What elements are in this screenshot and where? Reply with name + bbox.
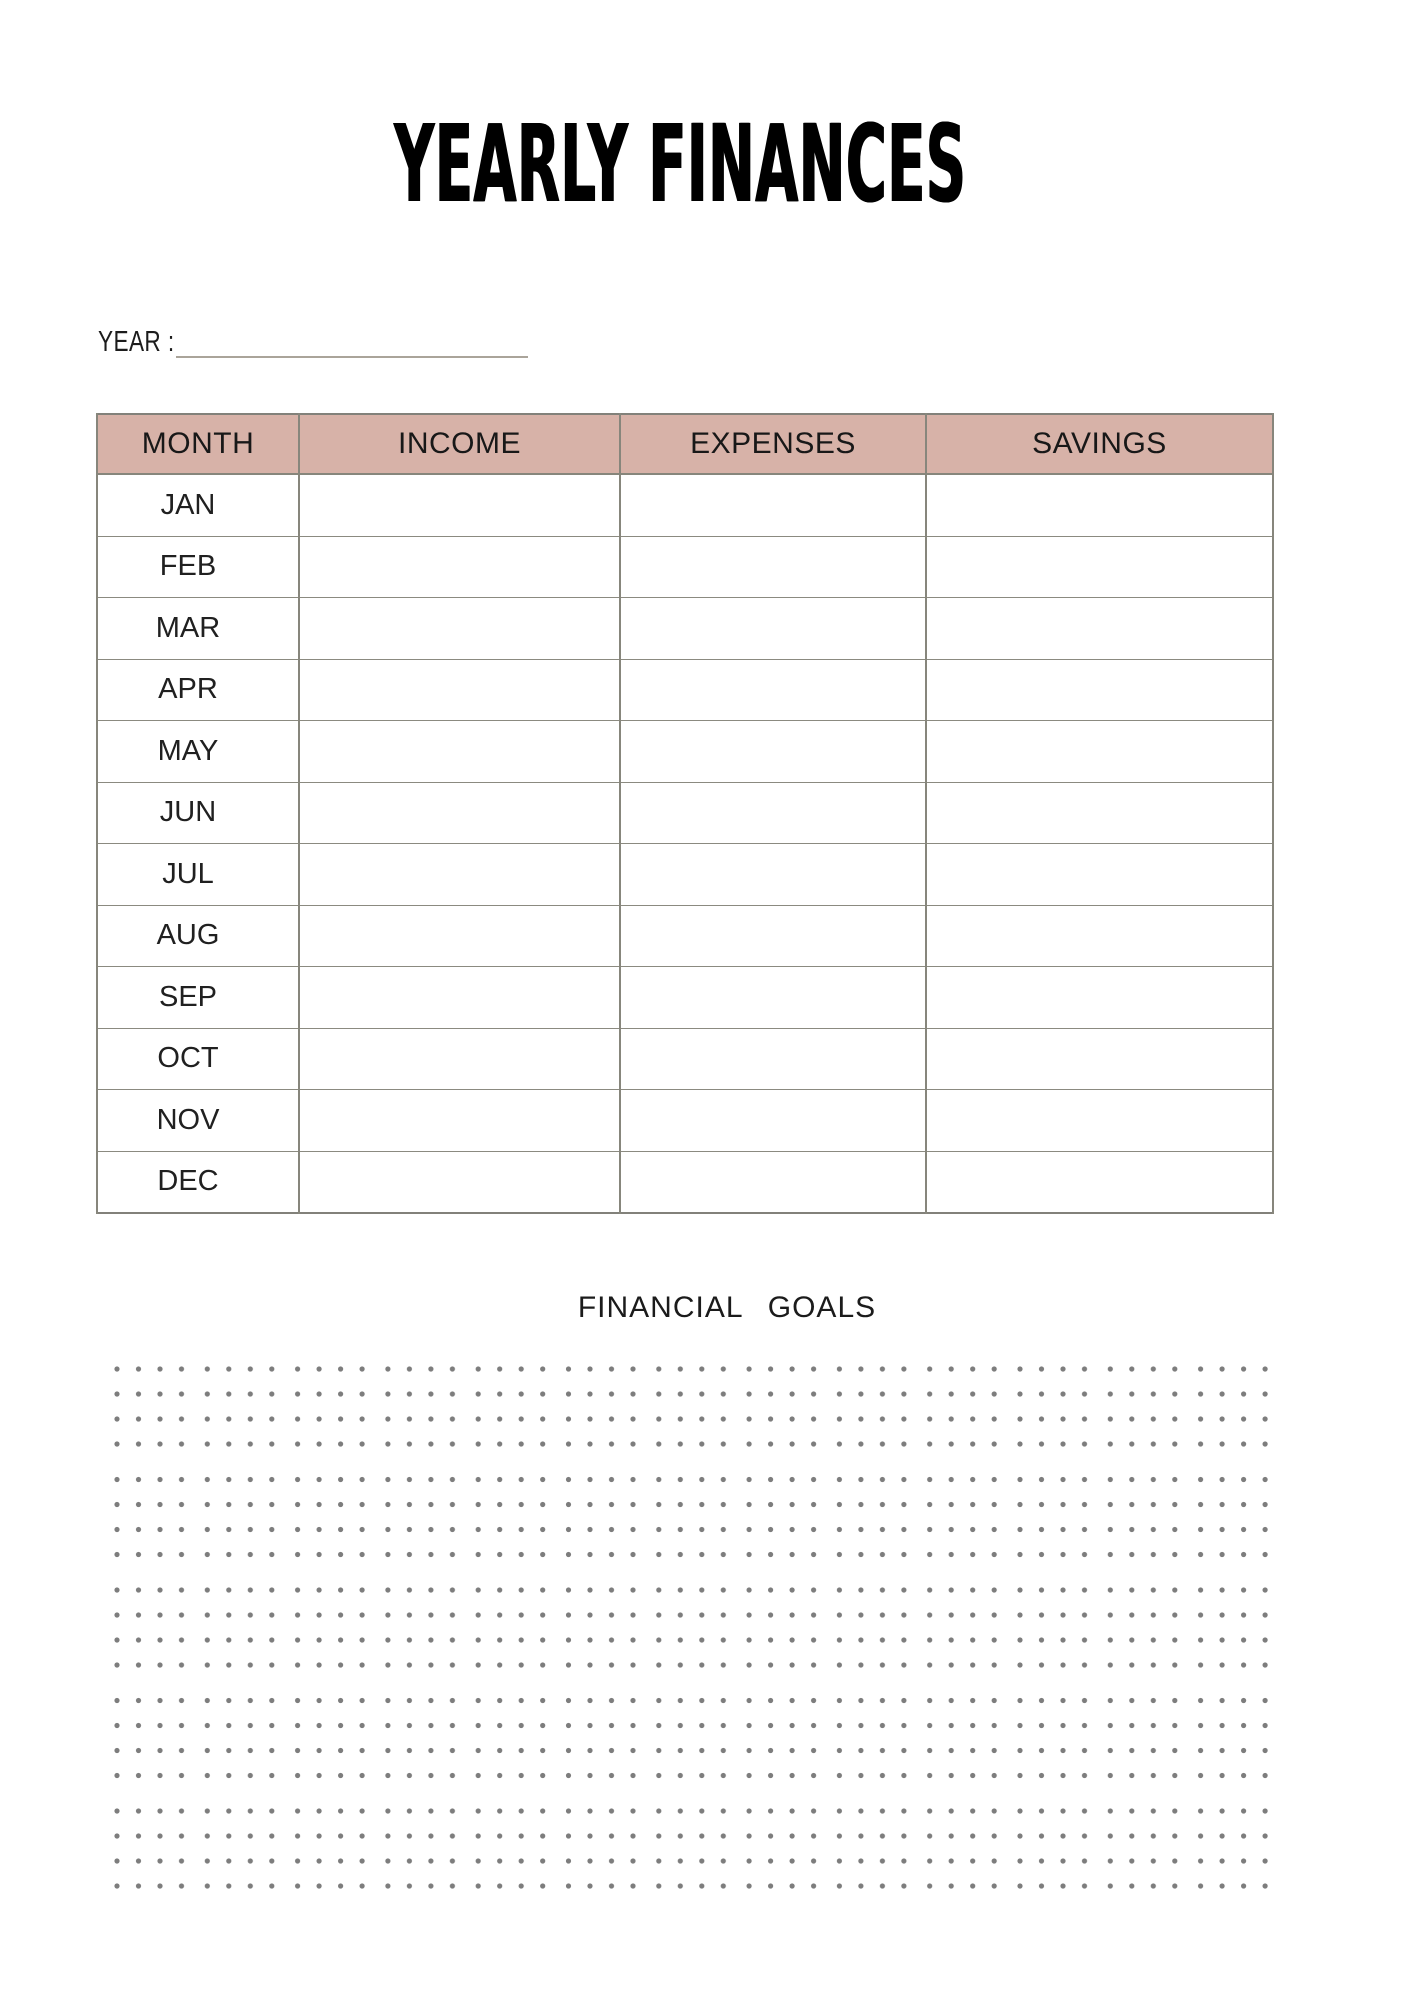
- expenses-cell[interactable]: [620, 659, 926, 721]
- page-title-wrap: [0, 103, 1387, 227]
- table-row: [97, 1028, 1273, 1090]
- table-row: [97, 721, 1273, 783]
- month-label: MAY: [97, 721, 299, 783]
- savings-cell[interactable]: [926, 721, 1273, 783]
- column-header-savings: SAVINGS: [926, 414, 1273, 474]
- income-cell[interactable]: [299, 782, 620, 844]
- savings-cell[interactable]: [926, 1028, 1273, 1090]
- table-row: [97, 782, 1273, 844]
- expenses-cell[interactable]: [620, 474, 926, 536]
- column-header-income: INCOME: [299, 414, 620, 474]
- column-header-month: MONTH: [97, 414, 299, 474]
- month-label: AUG: [97, 905, 299, 967]
- table-header-row: [97, 414, 1273, 474]
- income-cell[interactable]: [299, 474, 620, 536]
- savings-cell[interactable]: [926, 1090, 1273, 1152]
- expenses-cell[interactable]: [620, 536, 926, 598]
- finance-table: [96, 413, 1274, 1214]
- income-cell[interactable]: [299, 1151, 620, 1213]
- expenses-cell[interactable]: [620, 967, 926, 1029]
- table-row: [97, 967, 1273, 1029]
- month-label: JAN: [97, 474, 299, 536]
- financial-goals-heading: FINANCIAL GOALS: [577, 1291, 877, 1324]
- income-cell[interactable]: [299, 1028, 620, 1090]
- expenses-cell[interactable]: [620, 598, 926, 660]
- income-cell[interactable]: [299, 905, 620, 967]
- savings-cell[interactable]: [926, 659, 1273, 721]
- savings-cell[interactable]: [926, 536, 1273, 598]
- month-label: JUN: [97, 782, 299, 844]
- month-label: JUL: [97, 844, 299, 906]
- year-input[interactable]: [176, 318, 528, 358]
- income-cell[interactable]: [299, 659, 620, 721]
- income-cell[interactable]: [299, 844, 620, 906]
- month-label: MAR: [97, 598, 299, 660]
- savings-cell[interactable]: [926, 844, 1273, 906]
- table-row: [97, 659, 1273, 721]
- month-label: FEB: [97, 536, 299, 598]
- income-cell[interactable]: [299, 967, 620, 1029]
- income-cell[interactable]: [299, 721, 620, 783]
- savings-cell[interactable]: [926, 782, 1273, 844]
- expenses-cell[interactable]: [620, 782, 926, 844]
- month-label: OCT: [97, 1028, 299, 1090]
- expenses-cell[interactable]: [620, 844, 926, 906]
- month-label: NOV: [97, 1090, 299, 1152]
- table-row: [97, 598, 1273, 660]
- expenses-cell[interactable]: [620, 1090, 926, 1152]
- month-label: APR: [97, 659, 299, 721]
- income-cell[interactable]: [299, 1090, 620, 1152]
- dot-grid: [114, 1366, 1284, 1890]
- savings-cell[interactable]: [926, 967, 1273, 1029]
- income-cell[interactable]: [299, 536, 620, 598]
- table-row: [97, 1151, 1273, 1213]
- month-label: DEC: [97, 1151, 299, 1213]
- table-row: [97, 844, 1273, 906]
- expenses-cell[interactable]: [620, 721, 926, 783]
- month-label: SEP: [97, 967, 299, 1029]
- savings-cell[interactable]: [926, 474, 1273, 536]
- savings-cell[interactable]: [926, 905, 1273, 967]
- savings-cell[interactable]: [926, 598, 1273, 660]
- expenses-cell[interactable]: [620, 1028, 926, 1090]
- page-title: YEARLY FINANCES: [393, 103, 967, 227]
- expenses-cell[interactable]: [620, 1151, 926, 1213]
- table-row: [97, 474, 1273, 536]
- expenses-cell[interactable]: [620, 905, 926, 967]
- income-cell[interactable]: [299, 598, 620, 660]
- table-row: [97, 1090, 1273, 1152]
- column-header-expenses: EXPENSES: [620, 414, 926, 474]
- savings-cell[interactable]: [926, 1151, 1273, 1213]
- table-row: [97, 536, 1273, 598]
- table-row: [97, 905, 1273, 967]
- year-label: YEAR :: [98, 326, 175, 358]
